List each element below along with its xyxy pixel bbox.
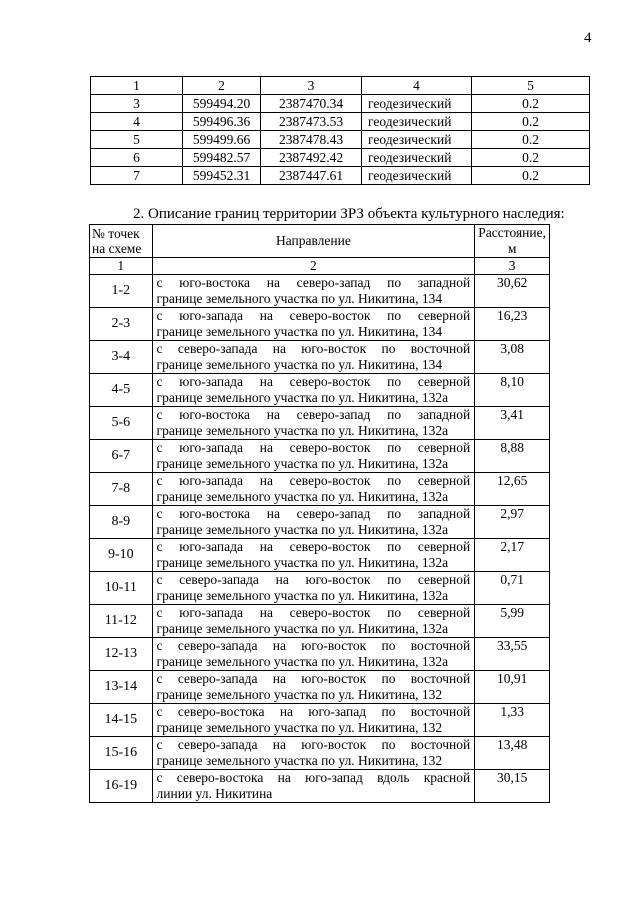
border-segment-row	[90, 374, 550, 407]
segment-points: 14-15	[90, 704, 153, 737]
coords-header-cell: 2	[183, 77, 261, 95]
direction-line: границе земельного участка по ул. Никитина, 132	[156, 753, 443, 768]
direction-line: с юго-запада на северо-восток по северной	[156, 440, 471, 455]
direction-line: границе земельного участка по ул. Никитина, 132а	[156, 654, 449, 669]
segment-distance: 5,99	[475, 605, 550, 638]
segment-distance: 0,71	[475, 572, 550, 605]
coords-cell: 0.2	[472, 131, 590, 149]
coords-cell: 599494.20	[183, 95, 261, 113]
direction-line: с юго-запада на северо-восток по северной	[156, 605, 471, 620]
border-segment-row	[90, 506, 550, 539]
segment-direction	[152, 572, 475, 605]
coords-cell: 599482.57	[183, 149, 261, 167]
segment-direction	[152, 539, 475, 572]
numbering-cell: 3	[475, 258, 550, 275]
border-segment-row	[90, 572, 550, 605]
direction-line: границе земельного участка по ул. Никитина, 132а	[156, 621, 449, 636]
segment-direction	[152, 407, 475, 440]
direction-line: с северо-востока на юго-запад по восточной	[156, 704, 471, 719]
segment-points: 4-5	[90, 374, 153, 407]
coords-header-cell: 5	[472, 77, 590, 95]
border-segment-row	[90, 440, 550, 473]
border-segment-row	[90, 308, 550, 341]
segment-direction	[152, 440, 475, 473]
borders-table	[89, 224, 550, 803]
direction-line: границе земельного участка по ул. Никитина, 132	[156, 720, 443, 735]
coords-row	[91, 149, 590, 167]
direction-line: с юго-востока на северо-запад по западной	[156, 407, 471, 422]
segment-points: 5-6	[90, 407, 153, 440]
direction-line: границе земельного участка по ул. Никитина, 132	[156, 687, 443, 702]
direction-line: границе земельного участка по ул. Никитина, 132а	[156, 489, 449, 504]
segment-points: 2-3	[90, 308, 153, 341]
segment-distance: 8,10	[475, 374, 550, 407]
border-segment-row	[90, 407, 550, 440]
coords-cell: 2387492.42	[261, 149, 362, 167]
border-segment-row	[90, 605, 550, 638]
coords-cell: 7	[91, 167, 183, 185]
segment-points: 16-19	[90, 770, 153, 803]
coords-cell: 3	[91, 95, 183, 113]
segment-points: 15-16	[90, 737, 153, 770]
direction-line: с юго-запада на северо-восток по северной	[156, 308, 471, 323]
segment-distance: 16,23	[475, 308, 550, 341]
coords-cell: геодезический	[362, 167, 472, 185]
page-number: 4	[584, 30, 592, 46]
segment-distance: 8,88	[475, 440, 550, 473]
border-segment-row	[90, 539, 550, 572]
segment-direction	[152, 704, 475, 737]
direction-line: границе земельного участка по ул. Никитина, 132а	[156, 390, 449, 405]
coords-cell: 6	[91, 149, 183, 167]
direction-column-header: Направление	[152, 225, 475, 258]
segment-direction	[152, 506, 475, 539]
segment-points: 8-9	[90, 506, 153, 539]
segment-direction	[152, 770, 475, 803]
segment-distance: 2,97	[475, 506, 550, 539]
direction-line: границе земельного участка по ул. Никитина, 132а	[156, 522, 449, 537]
coords-cell: 2387478.43	[261, 131, 362, 149]
direction-line: границе земельного участка по ул. Никитина, 134	[156, 291, 443, 306]
segment-points: 7-8	[90, 473, 153, 506]
segment-direction	[152, 473, 475, 506]
coords-cell: 0.2	[472, 167, 590, 185]
coords-header-cell: 4	[362, 77, 472, 95]
segment-distance: 30,15	[475, 770, 550, 803]
coords-cell: 0.2	[472, 95, 590, 113]
segment-direction	[152, 737, 475, 770]
direction-line: с северо-востока на юго-запад вдоль красной	[156, 770, 471, 785]
coords-cell: 2387473.53	[261, 113, 362, 131]
border-segment-row	[90, 770, 550, 803]
coords-row	[91, 167, 590, 185]
coords-row	[91, 131, 590, 149]
segment-points: 1-2	[90, 275, 153, 308]
border-segment-row	[90, 737, 550, 770]
numbering-cell: 1	[90, 258, 153, 275]
coords-cell: 4	[91, 113, 183, 131]
segment-direction	[152, 308, 475, 341]
segment-distance: 33,55	[475, 638, 550, 671]
segment-distance: 2,17	[475, 539, 550, 572]
segment-direction	[152, 341, 475, 374]
border-segment-row	[90, 473, 550, 506]
segment-direction	[152, 605, 475, 638]
segment-distance: 3,08	[475, 341, 550, 374]
coords-cell: 0.2	[472, 149, 590, 167]
direction-line: с северо-запада на юго-восток по восточной	[156, 341, 471, 356]
segment-points: 12-13	[90, 638, 153, 671]
segment-distance: 10,91	[475, 671, 550, 704]
direction-line: границе земельного участка по ул. Никитина, 132а	[156, 555, 449, 570]
segment-direction	[152, 671, 475, 704]
section-title: 2. Описание границ территории ЗРЗ объекта культурного наследия:	[133, 206, 565, 222]
coords-row	[91, 95, 590, 113]
border-segment-row	[90, 638, 550, 671]
direction-line: границе земельного участка по ул. Никитина, 132а	[156, 423, 449, 438]
segment-distance: 12,65	[475, 473, 550, 506]
direction-line: границе земельного участка по ул. Никитина, 134	[156, 324, 443, 339]
direction-line: с юго-запада на северо-восток по северной	[156, 473, 471, 488]
segment-points: 3-4	[90, 341, 153, 374]
direction-line: с северо-запада на юго-восток по северной	[156, 572, 471, 587]
border-segment-row	[90, 341, 550, 374]
direction-line: границе земельного участка по ул. Никитина, 132а	[156, 456, 449, 471]
direction-line: с юго-востока на северо-запад по западной	[156, 275, 471, 290]
direction-line: с северо-запада на юго-восток по восточной	[156, 671, 471, 686]
coords-header-cell: 3	[261, 77, 362, 95]
coords-cell: геодезический	[362, 95, 472, 113]
segment-points: 9-10	[90, 539, 153, 572]
coords-header-cell: 1	[91, 77, 183, 95]
coords-cell: 599496.36	[183, 113, 261, 131]
segment-distance: 30,62	[475, 275, 550, 308]
segment-points: 11-12	[90, 605, 153, 638]
segment-distance: 1,33	[475, 704, 550, 737]
coords-cell: 0.2	[472, 113, 590, 131]
numbering-row	[90, 258, 550, 275]
segment-direction	[152, 275, 475, 308]
segment-distance: 3,41	[475, 407, 550, 440]
coords-cell: 5	[91, 131, 183, 149]
border-segment-row	[90, 671, 550, 704]
segment-direction	[152, 638, 475, 671]
direction-line: с северо-запада на юго-восток по восточной	[156, 638, 471, 653]
direction-line: с северо-запада на юго-восток по восточной	[156, 737, 471, 752]
coords-cell: геодезический	[362, 113, 472, 131]
points-column-header: № точек на схеме	[90, 225, 153, 258]
coordinates-table	[90, 76, 590, 185]
coords-cell: геодезический	[362, 131, 472, 149]
direction-line: с юго-запада на северо-восток по северной	[156, 374, 471, 389]
segment-distance: 13,48	[475, 737, 550, 770]
coords-row	[91, 113, 590, 131]
numbering-cell: 2	[152, 258, 475, 275]
direction-line: с юго-востока на северо-запад по западной	[156, 506, 471, 521]
direction-line: линии ул. Никитина	[156, 786, 273, 801]
borders-header-row	[90, 225, 550, 258]
coords-cell: геодезический	[362, 149, 472, 167]
direction-line: с юго-запада на северо-восток по северной	[156, 539, 471, 554]
coords-cell: 599499.66	[183, 131, 261, 149]
border-segment-row	[90, 704, 550, 737]
segment-points: 10-11	[90, 572, 153, 605]
coords-cell: 2387470.34	[261, 95, 362, 113]
segment-points: 13-14	[90, 671, 153, 704]
coords-header-row	[91, 77, 590, 95]
coords-cell: 599452.31	[183, 167, 261, 185]
coords-cell: 2387447.61	[261, 167, 362, 185]
border-segment-row	[90, 275, 550, 308]
direction-line: границе земельного участка по ул. Никитина, 132а	[156, 588, 449, 603]
direction-line: границе земельного участка по ул. Никитина, 134	[156, 357, 443, 372]
segment-points: 6-7	[90, 440, 153, 473]
distance-column-header: Расстояние, м	[475, 225, 550, 258]
segment-direction	[152, 374, 475, 407]
